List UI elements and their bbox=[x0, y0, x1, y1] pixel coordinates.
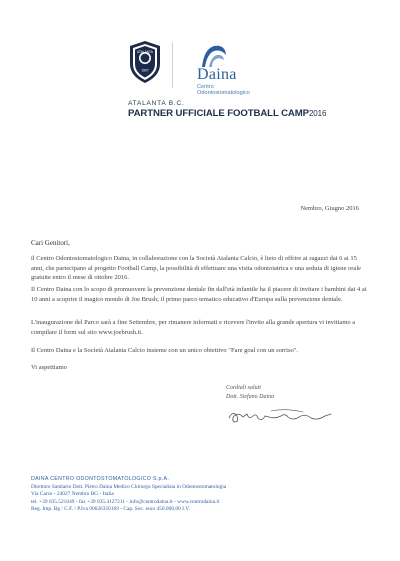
handwritten-signature bbox=[225, 404, 335, 428]
atalanta-logo bbox=[128, 40, 162, 84]
footer-address: Via Carso - 24027 Nembro BG - Italia bbox=[31, 491, 114, 498]
atalanta-badge-year: 1907 bbox=[141, 68, 149, 73]
footer bbox=[31, 476, 226, 514]
partner-year: 2016 bbox=[308, 109, 327, 118]
daina-subtitle-line2: Odontostomatologico bbox=[197, 90, 250, 96]
paragraph-4: Il Centro Daina e la Società Atalanta Calcio insieme con un unico obiettivo "Fare goal con un sorriso". bbox=[31, 347, 299, 354]
place-date: Nembro, Giugno 2016 bbox=[300, 205, 359, 212]
atalanta-badge-text: ATALANTA bbox=[137, 50, 153, 54]
partner-title-text: PARTNER UFFICIALE FOOTBALL CAMP bbox=[128, 108, 309, 119]
closing-greeting: Cordiali saluti bbox=[226, 385, 261, 391]
partner-title bbox=[128, 108, 326, 119]
club-name: ATALANTA B.C. bbox=[128, 100, 185, 107]
closing bbox=[226, 384, 274, 402]
daina-name: Daina bbox=[197, 66, 237, 83]
closing-signer: Dott. Stefano Daina bbox=[226, 394, 275, 400]
daina-subtitle bbox=[197, 84, 250, 96]
footer-registry: Reg. Imp. Bg / C.F. / P.Iva 00626350169 - Cap. Soc. euro 450.000,00 I.V. bbox=[31, 506, 190, 513]
paragraph-2: Il Centro Daina con lo scopo di promuovere la prevenzione dentale fin dall'età infantile ha il piacere di invitare i bambini dai 4 ai 10 anni a scoprire il magico mondo di Joe Brush; il primo parco tematico educativo d'Europa sulla prevenzione dentale. bbox=[31, 286, 367, 303]
footer-director: Direttore Sanitario Dott. Pietro Daina Medico Chirurgo Specialista in Odontostomatologia bbox=[31, 483, 227, 490]
paragraph-1: il Centro Odontostomatologico Daina, in collaborazione con la Società Atalanta Calcio, è lieto di offrire ai ragazzi dai 6 ai 15 anni, che partecipano al progetto Football Camp, la possibilità di effettuare una visita odontoiatrica e una seduta di igiene orale gratuite entro il mese di ottobre 2016. bbox=[31, 255, 362, 282]
daina-subtitle-line1: Centro bbox=[197, 84, 214, 90]
paragraph-5: Vi aspettiamo bbox=[31, 364, 67, 371]
footer-company: DAINA CENTRO ODONTOSTOMATOLOGICO S.p.A. bbox=[31, 476, 170, 482]
logo-divider bbox=[172, 42, 173, 88]
footer-contacts: tel. +39 035.521049 - fax +39 035.4127211 - info@centrodaina.it - www.centrodaina.it bbox=[31, 498, 220, 505]
paragraph-3: L'inaugurazione del Parco sarà a fine Settembre, per rimanere informati e ricevere l'invito alla grande apertura vi invitiamo a compilare il form sul sito www.joebrush.it. bbox=[31, 319, 356, 336]
salutation: Cari Genitori, bbox=[31, 239, 70, 247]
